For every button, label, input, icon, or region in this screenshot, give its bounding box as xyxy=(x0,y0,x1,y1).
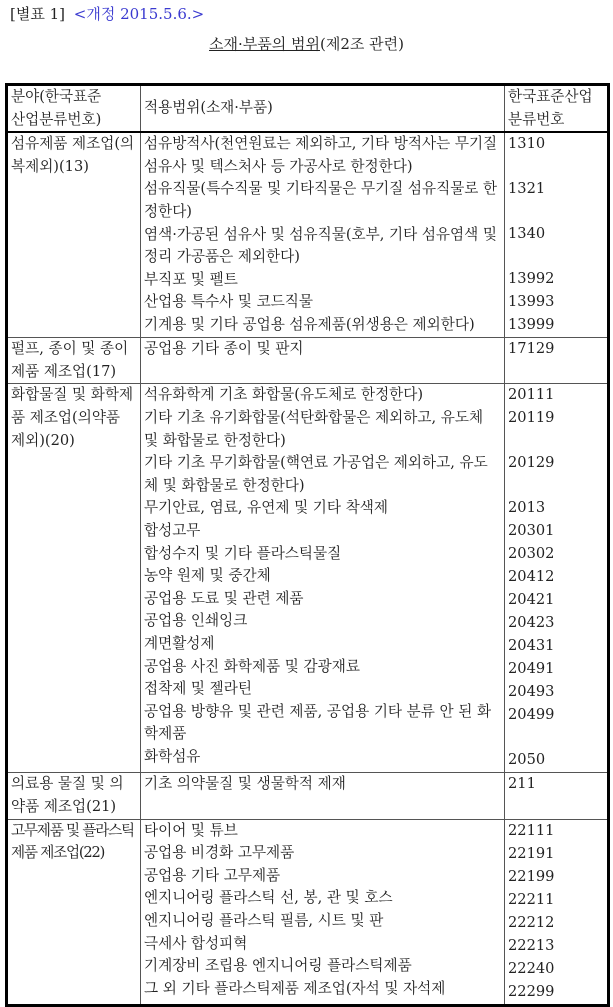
code-cell xyxy=(505,384,609,773)
scope-item: 극세사 합성피혁 xyxy=(144,934,248,952)
code-cell xyxy=(505,773,609,819)
title-main: 소재·부품의 범위 xyxy=(209,35,320,53)
code-item: 1321 xyxy=(508,180,546,198)
scope-table xyxy=(5,83,610,1007)
scope-item: 부직포 및 펠트 xyxy=(144,270,238,288)
scope-item: 공업용 기타 종이 및 판지 xyxy=(144,340,304,358)
scope-cell xyxy=(141,773,505,819)
scope-item: 섬유방적사(천연원료는 제외하고, 기타 방적사는 무기질 섬유사 및 텍스처사 등 가공사로 한정한다) xyxy=(144,135,498,175)
table-row xyxy=(7,132,609,338)
scope-item: 그 외 기타 플라스틱제품 제조업(자석 및 자석제 xyxy=(144,979,446,997)
scope-item: 공업용 도료 및 관련 제품 xyxy=(144,589,304,607)
scope-item: 엔지니어링 플라스틱 선, 봉, 관 및 호스 xyxy=(144,889,393,907)
code-item: 22199 xyxy=(508,867,555,885)
scope-item: 기계장비 조립용 엔지니어링 플라스틱제품 xyxy=(144,957,412,975)
code-item: 211 xyxy=(508,775,536,793)
scope-cell xyxy=(141,338,505,384)
code-item: 20493 xyxy=(508,683,555,701)
code-item: 20412 xyxy=(508,568,555,586)
amendment-note: <개정 2015.5.6.> xyxy=(73,5,205,23)
code-item: 20423 xyxy=(508,614,555,632)
code-item: 13992 xyxy=(508,270,555,288)
table-row xyxy=(7,773,609,819)
field-cell: 펄프, 종이 및 종이제품 제조업(17) xyxy=(7,338,141,384)
code-item: 22191 xyxy=(508,844,555,862)
scope-item: 기초 의약물질 및 생물학적 제재 xyxy=(144,775,346,793)
code-item: 1340 xyxy=(508,225,546,243)
code-item: 22213 xyxy=(508,936,555,954)
scope-column-header: 적용범위(소재·부품) xyxy=(141,85,505,133)
scope-item: 무기안료, 염료, 유연제 및 기타 착색제 xyxy=(144,499,388,517)
scope-item: 공업용 방향유 및 관련 제품, 공업용 기타 분류 안 된 화학제품 xyxy=(144,702,492,743)
code-item: 20421 xyxy=(508,591,555,609)
scope-item: 합성수지 및 기타 플라스틱물질 xyxy=(144,544,342,562)
scope-item: 기계용 및 기타 공업용 섬유제품(위생용은 제외한다) xyxy=(144,315,475,333)
code-item: 22299 xyxy=(508,982,555,1000)
code-item: 2050 xyxy=(508,751,546,769)
scope-item: 엔지니어링 플라스틱 필름, 시트 및 판 xyxy=(144,911,384,929)
code-item: 1310 xyxy=(508,135,546,153)
code-item: 13993 xyxy=(508,293,555,311)
code-column-header: 한국표준산업 분류번호 xyxy=(505,85,609,133)
table-label: [별표 1] xyxy=(10,5,65,23)
scope-item: 공업용 사진 화학제품 및 감광재료 xyxy=(144,657,360,675)
field-column-header: 분야(한국표준 산업분류번호) xyxy=(7,85,141,133)
title-suffix: (제2조 관련) xyxy=(319,35,404,53)
scope-item: 공업용 기타 고무제품 xyxy=(144,866,281,884)
scope-item: 기타 기초 유기화합물(석탄화합물은 제외하고, 유도체 및 화합물로 한정한다) xyxy=(144,408,484,449)
field-cell: 화합물질 및 화학제품 제조업(의약품 제외)(20) xyxy=(7,384,141,773)
scope-item: 산업용 특수사 및 코드직물 xyxy=(144,293,313,311)
code-item: 20499 xyxy=(508,706,555,724)
code-item: 20111 xyxy=(508,386,555,404)
code-cell xyxy=(505,819,609,1005)
code-item: 20431 xyxy=(508,637,555,655)
code-item: 17129 xyxy=(508,340,555,358)
code-item: 20491 xyxy=(508,660,555,678)
code-item: 22212 xyxy=(508,913,555,931)
code-item: 22111 xyxy=(508,821,555,839)
code-item: 22211 xyxy=(508,890,555,908)
document-title xyxy=(0,34,613,54)
scope-item: 염색·가공된 섬유사 및 섬유직물(호부, 기타 섬유염색 및 정리 가공품은 제외한다) xyxy=(144,225,497,266)
field-cell: 의료용 물질 및 의약품 제조업(21) xyxy=(7,773,141,819)
scope-cell xyxy=(141,819,505,1005)
code-item: 2013 xyxy=(508,499,546,517)
scope-item: 섬유직물(특수직물 및 기타직물은 무기질 섬유직물로 한정한다) xyxy=(144,180,498,220)
scope-item: 농약 원제 및 중간체 xyxy=(144,567,271,585)
code-item: 20119 xyxy=(508,409,555,427)
code-item: 20302 xyxy=(508,545,555,563)
table-row xyxy=(7,384,609,773)
scope-item: 합성고무 xyxy=(144,521,201,539)
code-item: 20301 xyxy=(508,522,555,540)
scope-item: 공업용 인쇄잉크 xyxy=(144,612,248,630)
table-row xyxy=(7,338,609,384)
code-item: 20129 xyxy=(508,454,555,472)
scope-item: 계면활성제 xyxy=(144,634,215,652)
scope-cell xyxy=(141,384,505,773)
table-row xyxy=(7,819,609,1005)
appendix-header xyxy=(10,4,204,24)
scope-item: 접착제 및 젤라틴 xyxy=(144,680,252,698)
scope-item: 화학섬유 xyxy=(144,747,201,765)
scope-item: 기타 기초 무기화합물(핵연료 가공업은 제외하고, 유도체 및 화합물로 한정한다) xyxy=(144,454,488,494)
field-cell: 섬유제품 제조업(의복제외)(13) xyxy=(7,132,141,338)
code-item: 13999 xyxy=(508,316,555,334)
table-header-row xyxy=(7,85,609,133)
scope-item: 공업용 비경화 고무제품 xyxy=(144,844,295,862)
scope-item: 타이어 및 튜브 xyxy=(144,821,238,839)
code-cell xyxy=(505,338,609,384)
scope-cell xyxy=(141,132,505,338)
code-cell xyxy=(505,132,609,338)
code-item: 22240 xyxy=(508,959,555,977)
scope-item: 석유화학계 기초 화합물(유도체로 한정한다) xyxy=(144,386,424,404)
field-cell: 고무제품 및 플라스틱제품 제조업(22) xyxy=(7,819,141,1005)
